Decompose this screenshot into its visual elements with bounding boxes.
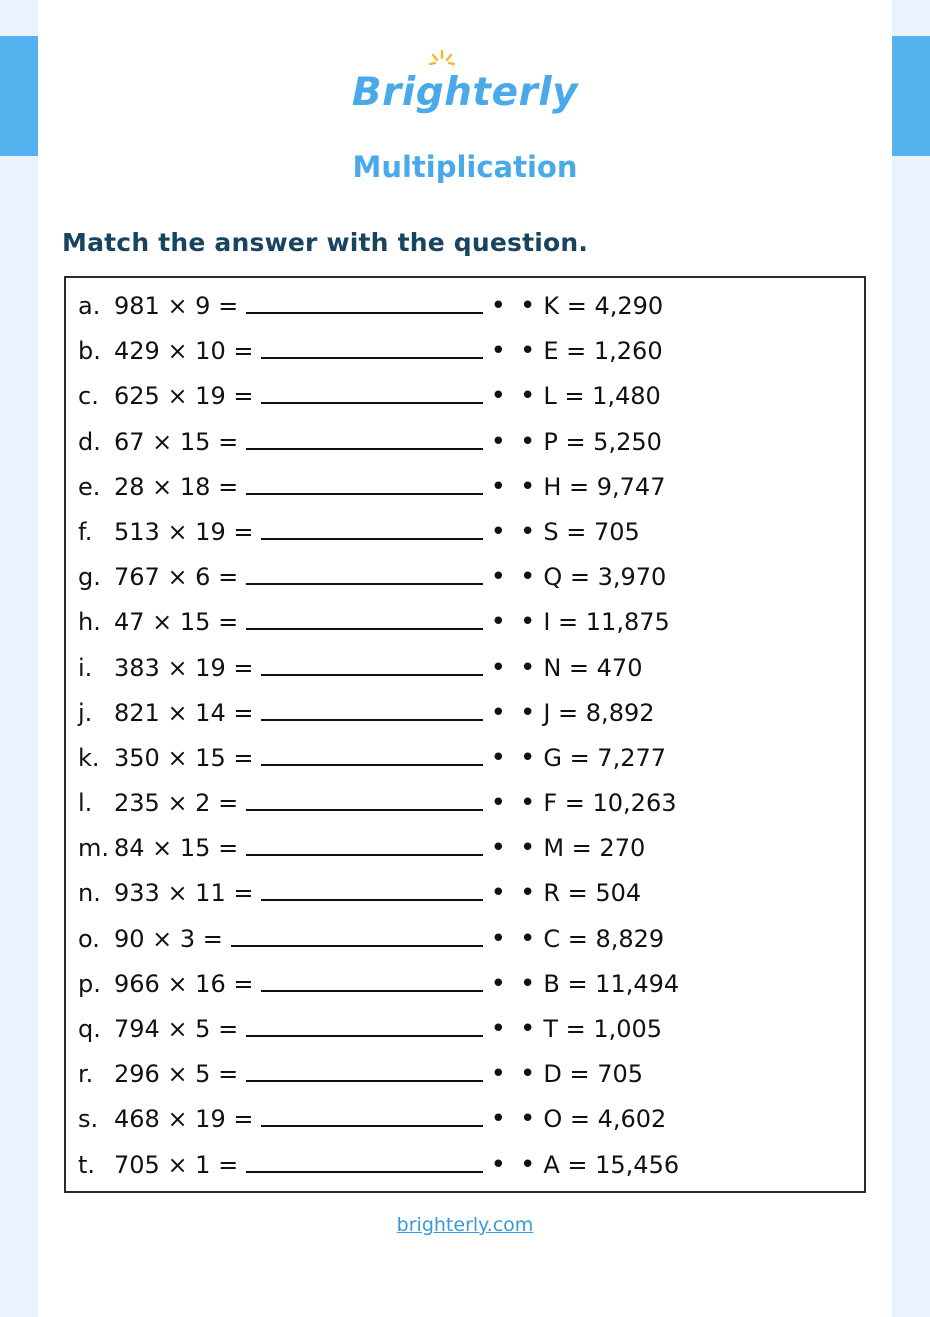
- answer-row: • O = 4,602: [520, 1104, 667, 1135]
- question-expression: 966 × 16 =: [114, 969, 254, 998]
- answer-text: F = 10,263: [543, 789, 677, 818]
- questions-column: [66, 278, 506, 1191]
- footer: [38, 1214, 892, 1236]
- question-expression: 47 × 15 =: [114, 608, 239, 637]
- question-expression: 705 × 1 =: [114, 1150, 239, 1179]
- answer-row: • G = 7,277: [520, 742, 667, 773]
- answer-row: • N = 470: [520, 652, 643, 683]
- question-row: t. 705 × 1 = •: [78, 1149, 506, 1180]
- question-expression: 28 × 18 =: [114, 472, 239, 501]
- answer-row: • S = 705: [520, 516, 640, 547]
- question-expression: 429 × 10 =: [114, 337, 254, 366]
- question-row: j. 821 × 14 = •: [78, 697, 506, 728]
- question-row: r. 296 × 5 = •: [78, 1059, 506, 1090]
- answer-row: • A = 15,456: [520, 1149, 680, 1180]
- worksheet-sheet: [38, 36, 892, 1281]
- answer-text: O = 4,602: [543, 1105, 667, 1134]
- answer-blank[interactable]: [231, 925, 483, 947]
- question-label: n.: [78, 879, 101, 908]
- answer-row: • C = 8,829: [520, 923, 665, 954]
- answer-text: K = 4,290: [543, 292, 664, 320]
- brand-header: [38, 36, 892, 132]
- answer-row: • F = 10,263: [520, 788, 677, 819]
- question-label: t.: [78, 1150, 96, 1179]
- question-row: k. 350 × 15 = •: [78, 742, 506, 773]
- answer-text: I = 11,875: [543, 608, 670, 637]
- question-row: s. 468 × 19 = •: [78, 1104, 506, 1135]
- question-label: f.: [78, 517, 93, 546]
- answer-blank[interactable]: [246, 292, 482, 314]
- question-expression: 794 × 5 =: [114, 1015, 239, 1043]
- site-link[interactable]: brighterly.com: [396, 1214, 534, 1236]
- question-label: m.: [78, 834, 110, 863]
- answer-blank[interactable]: [246, 473, 482, 495]
- question-expression: 468 × 19 =: [114, 1105, 254, 1134]
- answer-text: Q = 3,970: [543, 563, 667, 592]
- question-expression: 350 × 15 =: [114, 743, 254, 772]
- question-expression: 767 × 6 =: [114, 563, 239, 592]
- answer-row: • J = 8,892: [520, 697, 655, 728]
- question-label: s.: [78, 1105, 99, 1134]
- answer-row: • I = 11,875: [520, 607, 670, 638]
- matching-exercise-box: [64, 276, 866, 1193]
- answer-row: • R = 504: [520, 878, 642, 909]
- left-accent-band: [0, 36, 38, 156]
- answer-blank[interactable]: [261, 1105, 482, 1127]
- answer-blank[interactable]: [246, 789, 482, 811]
- question-row: h. 47 × 15 = •: [78, 607, 506, 638]
- question-row: n. 933 × 11 = •: [78, 878, 506, 909]
- question-expression: 933 × 11 =: [114, 879, 254, 908]
- question-row: m. 84 × 15 = •: [78, 833, 506, 864]
- brand-name: Brighterly: [351, 70, 579, 115]
- answer-blank[interactable]: [261, 337, 482, 359]
- right-decorative-band: [892, 0, 930, 1317]
- question-label: h.: [78, 608, 101, 637]
- answer-row: • E = 1,260: [520, 336, 663, 367]
- question-expression: 296 × 5 =: [114, 1060, 239, 1089]
- question-label: j.: [78, 698, 93, 727]
- sun-icon: [429, 50, 455, 68]
- question-expression: 383 × 19 =: [114, 653, 254, 682]
- question-expression: 84 × 15 =: [114, 834, 239, 863]
- answer-row: • B = 11,494: [520, 968, 680, 999]
- answer-row: • M = 270: [520, 833, 646, 864]
- question-row: b. 429 × 10 = •: [78, 336, 506, 367]
- answer-blank[interactable]: [261, 879, 482, 901]
- answer-blank[interactable]: [261, 699, 482, 721]
- answer-blank[interactable]: [246, 1151, 482, 1173]
- answer-blank[interactable]: [246, 1015, 482, 1037]
- question-label: p.: [78, 969, 101, 998]
- question-expression: 981 × 9 =: [114, 292, 239, 320]
- answer-text: E = 1,260: [543, 337, 663, 366]
- answer-text: M = 270: [543, 834, 646, 863]
- question-expression: 67 × 15 =: [114, 427, 239, 456]
- answer-blank[interactable]: [246, 428, 482, 450]
- question-label: r.: [78, 1060, 94, 1089]
- question-row: d. 67 × 15 = •: [78, 426, 506, 457]
- question-row: f. 513 × 19 = •: [78, 516, 506, 547]
- question-label: d.: [78, 427, 101, 456]
- left-decorative-band: [0, 0, 38, 1317]
- answer-text: T = 1,005: [543, 1015, 663, 1043]
- answer-row: • P = 5,250: [520, 426, 662, 457]
- question-row: c. 625 × 19 = •: [78, 381, 506, 412]
- answer-blank[interactable]: [261, 382, 482, 404]
- answer-text: S = 705: [543, 517, 640, 546]
- answer-row: • H = 9,747: [520, 471, 666, 502]
- right-accent-band: [892, 36, 930, 156]
- question-label: o.: [78, 924, 100, 953]
- question-expression: 90 × 3 =: [114, 924, 223, 953]
- question-expression: 513 × 19 =: [114, 517, 254, 546]
- question-row: q. 794 × 5 = •: [78, 1014, 506, 1044]
- answer-blank[interactable]: [246, 1060, 482, 1082]
- worksheet-subject: Multiplication: [352, 150, 578, 184]
- answer-text: P = 5,250: [543, 427, 662, 456]
- question-row: e. 28 × 18 = •: [78, 471, 506, 502]
- answer-blank[interactable]: [261, 970, 482, 992]
- answer-text: N = 470: [543, 653, 643, 682]
- question-label: g.: [78, 563, 101, 592]
- answer-row: • T = 1,005: [520, 1014, 663, 1044]
- question-label: i.: [78, 653, 93, 682]
- answer-row: • Q = 3,970: [520, 562, 667, 593]
- answer-text: C = 8,829: [543, 924, 665, 953]
- answer-blank[interactable]: [261, 518, 482, 540]
- question-row: g. 767 × 6 = •: [78, 562, 506, 593]
- answer-blank[interactable]: [261, 654, 482, 676]
- question-label: k.: [78, 743, 100, 772]
- question-row: l. 235 × 2 = •: [78, 788, 506, 819]
- question-row: o. 90 × 3 = •: [78, 923, 506, 954]
- question-label: e.: [78, 472, 101, 501]
- answer-row: • K = 4,290: [520, 291, 664, 321]
- answer-text: J = 8,892: [543, 698, 655, 727]
- answers-column: [506, 278, 864, 1191]
- answer-text: G = 7,277: [543, 743, 667, 772]
- answer-text: B = 11,494: [543, 969, 680, 998]
- answer-text: R = 504: [543, 879, 642, 908]
- answer-blank[interactable]: [261, 744, 482, 766]
- answer-row: • L = 1,480: [520, 381, 661, 412]
- answer-text: A = 15,456: [543, 1150, 680, 1179]
- answer-blank[interactable]: [246, 834, 482, 856]
- answer-text: L = 1,480: [543, 382, 661, 411]
- question-label: a.: [78, 292, 101, 320]
- answer-blank[interactable]: [246, 608, 482, 630]
- answer-blank[interactable]: [246, 563, 482, 585]
- question-label: l.: [78, 789, 93, 818]
- question-row: i. 383 × 19 = •: [78, 652, 506, 683]
- question-expression: 235 × 2 =: [114, 789, 239, 818]
- answer-text: D = 705: [543, 1060, 643, 1089]
- instruction-text: Match the answer with the question.: [62, 228, 589, 257]
- question-label: c.: [78, 382, 99, 411]
- question-label: q.: [78, 1015, 101, 1043]
- question-label: b.: [78, 337, 101, 366]
- question-expression: 821 × 14 =: [114, 698, 254, 727]
- question-expression: 625 × 19 =: [114, 382, 254, 411]
- question-row: a. 981 × 9 = •: [78, 291, 506, 321]
- answer-row: • D = 705: [520, 1059, 643, 1090]
- answer-text: H = 9,747: [543, 472, 666, 501]
- question-row: p. 966 × 16 = •: [78, 968, 506, 999]
